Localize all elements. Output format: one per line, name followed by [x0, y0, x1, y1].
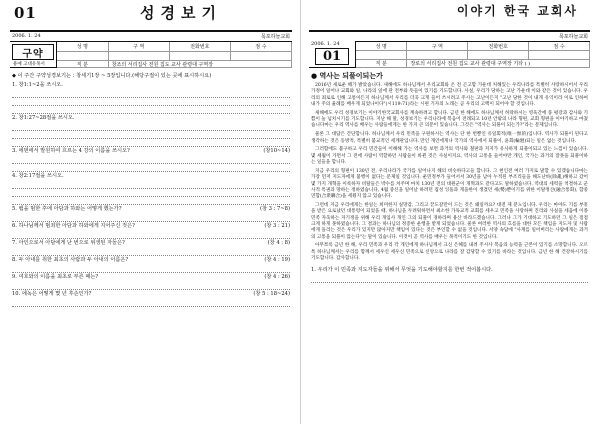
header-district: 구 역	[109, 42, 170, 52]
question-text	[12, 256, 290, 265]
question-text	[12, 147, 290, 156]
left-page-title: 성경보기	[140, 4, 222, 22]
answer-line[interactable]	[12, 164, 290, 172]
article-paragraph: 아무쪼록 금년 한 해, 우리 민족과 우리 각 개인에게 하나님께서 크신 은혜를 내려 주시사 복음의 능력을 근본이 있기를 소망합니다. 오르톡 하나님께서는 우리를 함께서 세우신 세우신 민족으로 신앙으로 나라를 잘 감당할 수 있기를 바라는 것입니다. 금년 한 해 건강하시기를 기도합니다. 감사합니다.	[311, 243, 588, 261]
question-label: 9. 여호와의 이름을 최초로 부른 때는?	[12, 274, 99, 280]
article-paragraph: 새해에도 우리 성경보기는 이야기한국교회사를 계속하려고 합니다. 금년 한 해에도 하나님께서 허락하시는 영육간에 풍 평강과 감사와 기쁨이 늘 넘치시기를 기도합니다. 지난 해 말, 성경보기는 우리나라에 복음이 전래되고 10년 안팎의 나라 형편, 교회 형편을 이야기하고 마쳤습니다마는 우리 역사를 배우는 사람들에게는 한 가지 큰 의문이 있습니다. 그것은 "역사는 되풀이 되는가?"라는 문제입니다.	[311, 110, 588, 129]
right-date-block	[309, 41, 355, 67]
question-label: 10. 에녹은 어떻게 몇 년 후손인가?	[12, 291, 92, 297]
answer-line[interactable]	[12, 214, 290, 222]
r-header-name: 성 명	[356, 42, 407, 51]
right-page	[300, 0, 600, 424]
question-item	[12, 81, 290, 114]
header-score: 점 수	[231, 42, 292, 52]
header-phone: 전화번호	[170, 42, 231, 52]
answer-line[interactable]	[12, 189, 290, 197]
right-info-grid	[355, 41, 590, 67]
left-section-block	[10, 42, 56, 67]
question-item	[12, 147, 290, 172]
question-label: 1. 창1:1~2을 쓰시오.	[12, 82, 63, 88]
left-date-row	[10, 32, 292, 41]
question-label: 7. 아인으로서 아담에게 난 번으로 위생된 자들은?	[12, 240, 125, 246]
answer-line[interactable]	[12, 197, 290, 205]
answer-line[interactable]	[12, 265, 290, 273]
question-reference: (창 5 : 18~24)	[253, 291, 290, 297]
left-date: 2006. 1. 24	[12, 33, 41, 39]
question-label: 5. 뱀을 범한 후에 아담과 하와는 어떻게 했는가?	[12, 206, 122, 212]
question-text	[12, 172, 290, 181]
question-item	[12, 256, 290, 273]
left-intro: ◆ 이 주간 구약성경보기는 : 창세기1장 ~ 5장입니다.(해당구절이 있는 곳에 표시하시요)	[12, 73, 212, 79]
question-label: 8. 두 아내를 취한 최초의 사람과 두 아내의 이름은?	[12, 257, 129, 263]
header-name: 성 명	[57, 42, 109, 52]
answer-line[interactable]	[311, 273, 588, 283]
right-header	[309, 2, 590, 28]
question-item	[12, 273, 290, 290]
position-label: 직 분	[57, 61, 109, 68]
question-label: 4. 창2:17절을 쓰시오.	[12, 173, 64, 179]
right-page-title: 이야기 한국 교회사	[456, 4, 578, 18]
right-info-table	[309, 41, 590, 68]
r-position-label: 직 분	[356, 60, 407, 68]
score-field[interactable]	[231, 52, 292, 61]
answer-line[interactable]	[12, 123, 290, 131]
question-text	[12, 290, 290, 299]
question-text	[12, 273, 290, 282]
r-header-score: 점 수	[529, 42, 590, 51]
answer-line[interactable]	[12, 282, 290, 290]
question-item	[12, 239, 290, 256]
answer-line[interactable]	[12, 248, 290, 256]
left-info-grid	[56, 42, 292, 67]
question-item	[12, 114, 290, 147]
question-item	[12, 205, 290, 222]
question-text	[12, 81, 290, 90]
article-paragraph: 2016년 새로운 해가 밝았습니다. 새해에도 하나님께서 우리교회와 온 전 곤고함 가운데 처해있는 우리나라를 특별히 사랑하시어서 우리 가정이 일어나 교회와 일, 나라의 일에 관 전부와 뜻들이 있기를 기도합니다. 사실, 우리가 당하는 고난 가운데 이와 같은 것이 있습니다. 우리의 죄로로 인해 고통이든지 하나님께서 우리를 더욱 크게 들어 쓰시려고 주시는 고난이든지 "고난 당한 것이 내게 유익이라 이로 인하여 내가 주의 율례를 배우게 되었나이다"(시119:71)라는 시편 기자의 노래는 곧 우리의 고백이 되어야 할 것입니다.	[311, 83, 588, 107]
question-text	[12, 114, 290, 123]
article-paragraph: 물론 그 대답은 간단합니다. 하나님께서 우리 민족을 구원하시는 역사는 단 한 번뿐인 유일회적(唯一無的)입니다. 역사가 되풀이 된다고 생각하는 것은 동방적, 특별히 불교적인 세계관입니다. 만인 개인에게나 국가의 역사에서 되풀이, 윤회(輪廻)되는 일은 없는 것입니다.	[311, 132, 588, 144]
question-reference: (창 4 : 26)	[264, 274, 290, 280]
article-title: ● 역사는 되풀이되는가	[311, 71, 383, 80]
right-publisher: 목포하늘교회	[559, 34, 588, 40]
question-item	[12, 172, 290, 205]
question-item	[12, 290, 290, 307]
question-reference: (창 4 : 8)	[267, 240, 290, 246]
r-score-field[interactable]	[529, 51, 590, 60]
article-paragraph: 그러함에도 불구하고 우리 민간들이 이해해 가는 역사를 보면 과거의 역사와 철판과 저지가 유사하게 되풀이되고 있는 느낌이 있습니다. 몇 세월이 가면서 그 전에 사람이 역할하던 사람들이 바뀐 것은 사실이지요, 역사의 고통을 들어야만 개인, 국가는 과거의 잘못을 되풀이하는 일들을 합니다.	[311, 147, 588, 166]
question-label: 2. 창1:27~28절을 쓰시오.	[12, 115, 75, 121]
answer-line[interactable]	[12, 181, 290, 189]
answer-line[interactable]	[12, 106, 290, 114]
r-header-phone: 전화번호	[468, 42, 529, 51]
left-publisher: 목포하늘교회	[261, 34, 290, 40]
question-item	[12, 222, 290, 239]
left-issue-number: 01	[14, 4, 37, 22]
answer-line[interactable]	[12, 156, 290, 164]
r-phone-field[interactable]	[468, 51, 529, 60]
section-badge: 구약	[12, 44, 54, 60]
question-reference: (창 4 : 19)	[264, 257, 290, 263]
question-list	[10, 81, 292, 307]
question-reference: (창 3 : 21)	[264, 223, 290, 229]
question-label: 6. 하나님께서 범죄한 아담과 하와에게 지어주신 것은?	[12, 223, 135, 229]
r-district-field[interactable]	[407, 51, 468, 60]
question-text	[12, 239, 290, 248]
left-header	[10, 2, 292, 28]
question-text	[12, 222, 290, 231]
r-name-field[interactable]	[356, 51, 407, 60]
left-info-table	[10, 42, 292, 68]
question-reference: (창 3 : 7~8)	[259, 206, 290, 212]
question-reference: (창10~14)	[263, 148, 290, 154]
answer-line[interactable]	[12, 131, 290, 139]
r-position-options[interactable]: 장로의 서리집사 전원 집도 교사 관령대 구역장 기타 ( )	[407, 60, 589, 68]
article-paragraph: 그런데 지금 우리에게는 한일는 희미한지 실망감, 그리고 끝도갈만이 드는 것은 왜일까요? 대전 제 분노입니다. 우리는 마야도 기를 부흥을 받은 요로났던 대통령이 되었을 때, 하나님을 두려워하면서 최소한 가독교적 교회를 세우고 민족을 사랑하며 진리와 사실을 세움에 이종민족 자욱하는 자기정을 위해 우리 개임사 개인 그의 되풀이 경하라며 용산 바라드겠습니다. 그러나 그가 기대하고 기도하던 그 일은 점점 크게 하게 못하였습니다. 그 결과는 하나님의 정증한 운행을 받게 되었습니다. 물론 여러한 역사의 흐름을 대한 모든 책임을 지도자 및 사람에게 돌리는 것은 우리가 있지만 많아지만 책임이 있다는 것은 부인할 수 없을 것입니다. 서양 속담에 "사계를 일어버리는 사람에게는 과거의 고통을 되풀이 않는다"는 말이 있습니다. 이것이 곧 역사를 배우는 목적이기도 한 것입니다.	[311, 203, 588, 240]
r-header-district: 구 역	[407, 42, 468, 51]
right-issue-number: 01	[315, 48, 349, 65]
answer-line[interactable]	[12, 98, 290, 106]
position-options[interactable]: 창조의 서리집사 전원 집도 교사 관령대 구역장	[109, 61, 292, 68]
answer-line[interactable]	[12, 139, 290, 147]
question-label: 3. 에덴에서 발원하여 흐르는 4 강의 이름을 쓰시오?	[12, 148, 130, 154]
article-body	[309, 83, 590, 262]
section-subtitle: 용예 고대유목서	[13, 62, 45, 67]
answer-line[interactable]	[12, 299, 290, 307]
article-paragraph: 지금 우리의 형편이 130년 전, 우리나라가 국가를 일어나지 해의 비슷하다고들 합니다. 그 현인전 여러 가지로 말할 수 있겠습니다마는 가장 먼저 지도자에게 불행이 없다는 문제일 것입니다. 운민정부가 들어서서 30년을 남아 누적된 부조리들을 해도난바(除亂)해하고 갔어 몇 가지 개혁을 이룩하자 비탈들은 박수를 쳐주며 마치 130년 전의 대원군이 개혁과도 같다고도 말하였습니다. 역대의 세력을 척결하고 군사적 특권과 망하는 정하였습니다, 4월 중신을 일어날 하려던 집성 잉돌과 게을한이 생겼던 세(勢)뿐이기를 위한 이탈정산(融合통화), 합중연합(合衆聯合)을 세웠지 않고 있습니다.	[311, 168, 588, 200]
answer-line[interactable]	[12, 231, 290, 239]
question-text	[12, 205, 290, 214]
right-date: 2006. 1. 24	[311, 41, 340, 47]
right-publisher-row	[309, 32, 590, 41]
answer-line[interactable]	[12, 90, 290, 98]
final-question: 1. 우리가 이 민족과 지도자들을 위해서 무엇을 기도해야할지를 한번 적어봅시다.	[311, 267, 493, 274]
